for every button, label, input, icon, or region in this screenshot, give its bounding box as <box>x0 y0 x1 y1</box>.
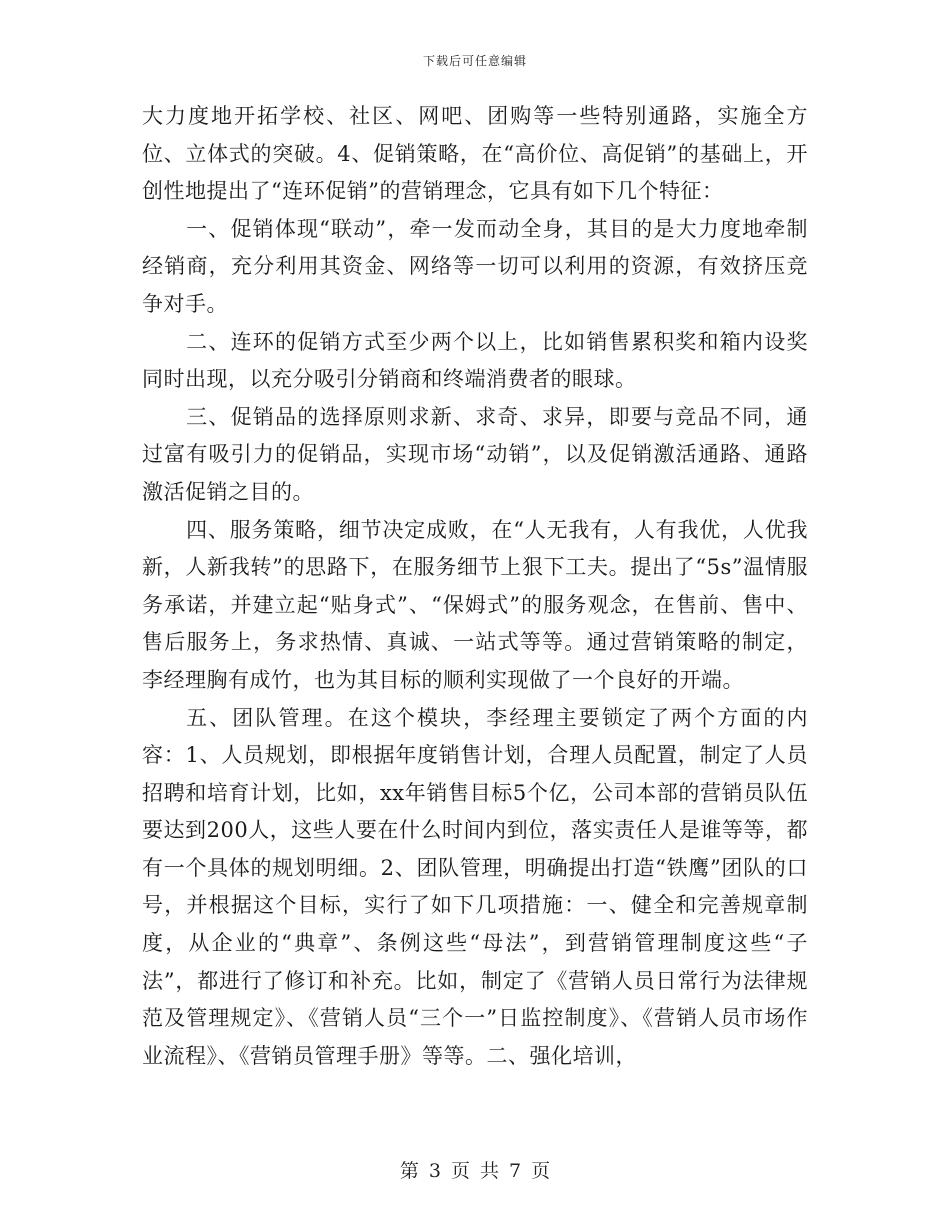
paragraph: 五、团队管理。在这个模块，李经理主要锁定了两个方面的内容：1、人员规划，即根据年度销售计划，合理人员配置，制定了人员招聘和培育计划，比如，xx年销售目标5个亿，公司本部的营销员队伍要达到200人，这些人要在什么时间内到位，落实责任人是谁等等，都有一个具体的规划明细。2、团队管理，明确提出打造“铁鹰”团队的口号，并根据这个目标，实行了如下几项措施：一、健全和完善规章制度，从企业的“典章”、条例这些“母法”，到营销管理制度这些“子法”，都进行了修订和补充。比如，制定了《营销人员日常行为法律规范及管理规定》、《营销人员“三个一”日监控制度》、《营销人员市场作业流程》、《营销员管理手册》等等。二、强化培训， <box>142 705 808 1068</box>
document-body <box>142 98 808 1075</box>
page-header: 下载后可任意编辑 <box>422 54 527 68</box>
paragraph: 三、促销品的选择原则求新、求奇、求异，即要与竞品不同，通过富有吸引力的促销品，实现市场“动销”，以及促销激活通路、通路激活促销之目的。 <box>142 404 808 504</box>
paragraph: 二、连环的促销方式至少两个以上，比如销售累积奖和箱内设奖同时出现，以充分吸引分销商和终端消费者的眼球。 <box>142 329 808 392</box>
paragraph: 一、促销体现“联动”，牵一发而动全身，其目的是大力度地牵制经销商，充分利用其资金、网络等一切可以利用的资源，有效挤压竞争对手。 <box>142 216 808 316</box>
paragraph: 四、服务策略，细节决定成败，在“人无我有，人有我优，人优我新，人新我转”的思路下，在服务细节上狠下工夫。提出了“5s”温情服务承诺，并建立起“贴身式”、“保姆式”的服务观念，在售前、售中、售后服务上，务求热情、真诚、一站式等等。通过营销策略的制定，李经理胸有成竹，也为其目标的顺利实现做了一个良好的开端。 <box>142 517 808 692</box>
page-number: 第 3 页 共 7 页 <box>399 1160 551 1182</box>
paragraph-continuation: 大力度地开拓学校、社区、网吧、团购等一些特别通路，实施全方位、立体式的突破。4、促销策略，在“高价位、高促销”的基础上，开创性地提出了“连环促销”的营销理念，它具有如下几个特征： <box>142 104 808 204</box>
